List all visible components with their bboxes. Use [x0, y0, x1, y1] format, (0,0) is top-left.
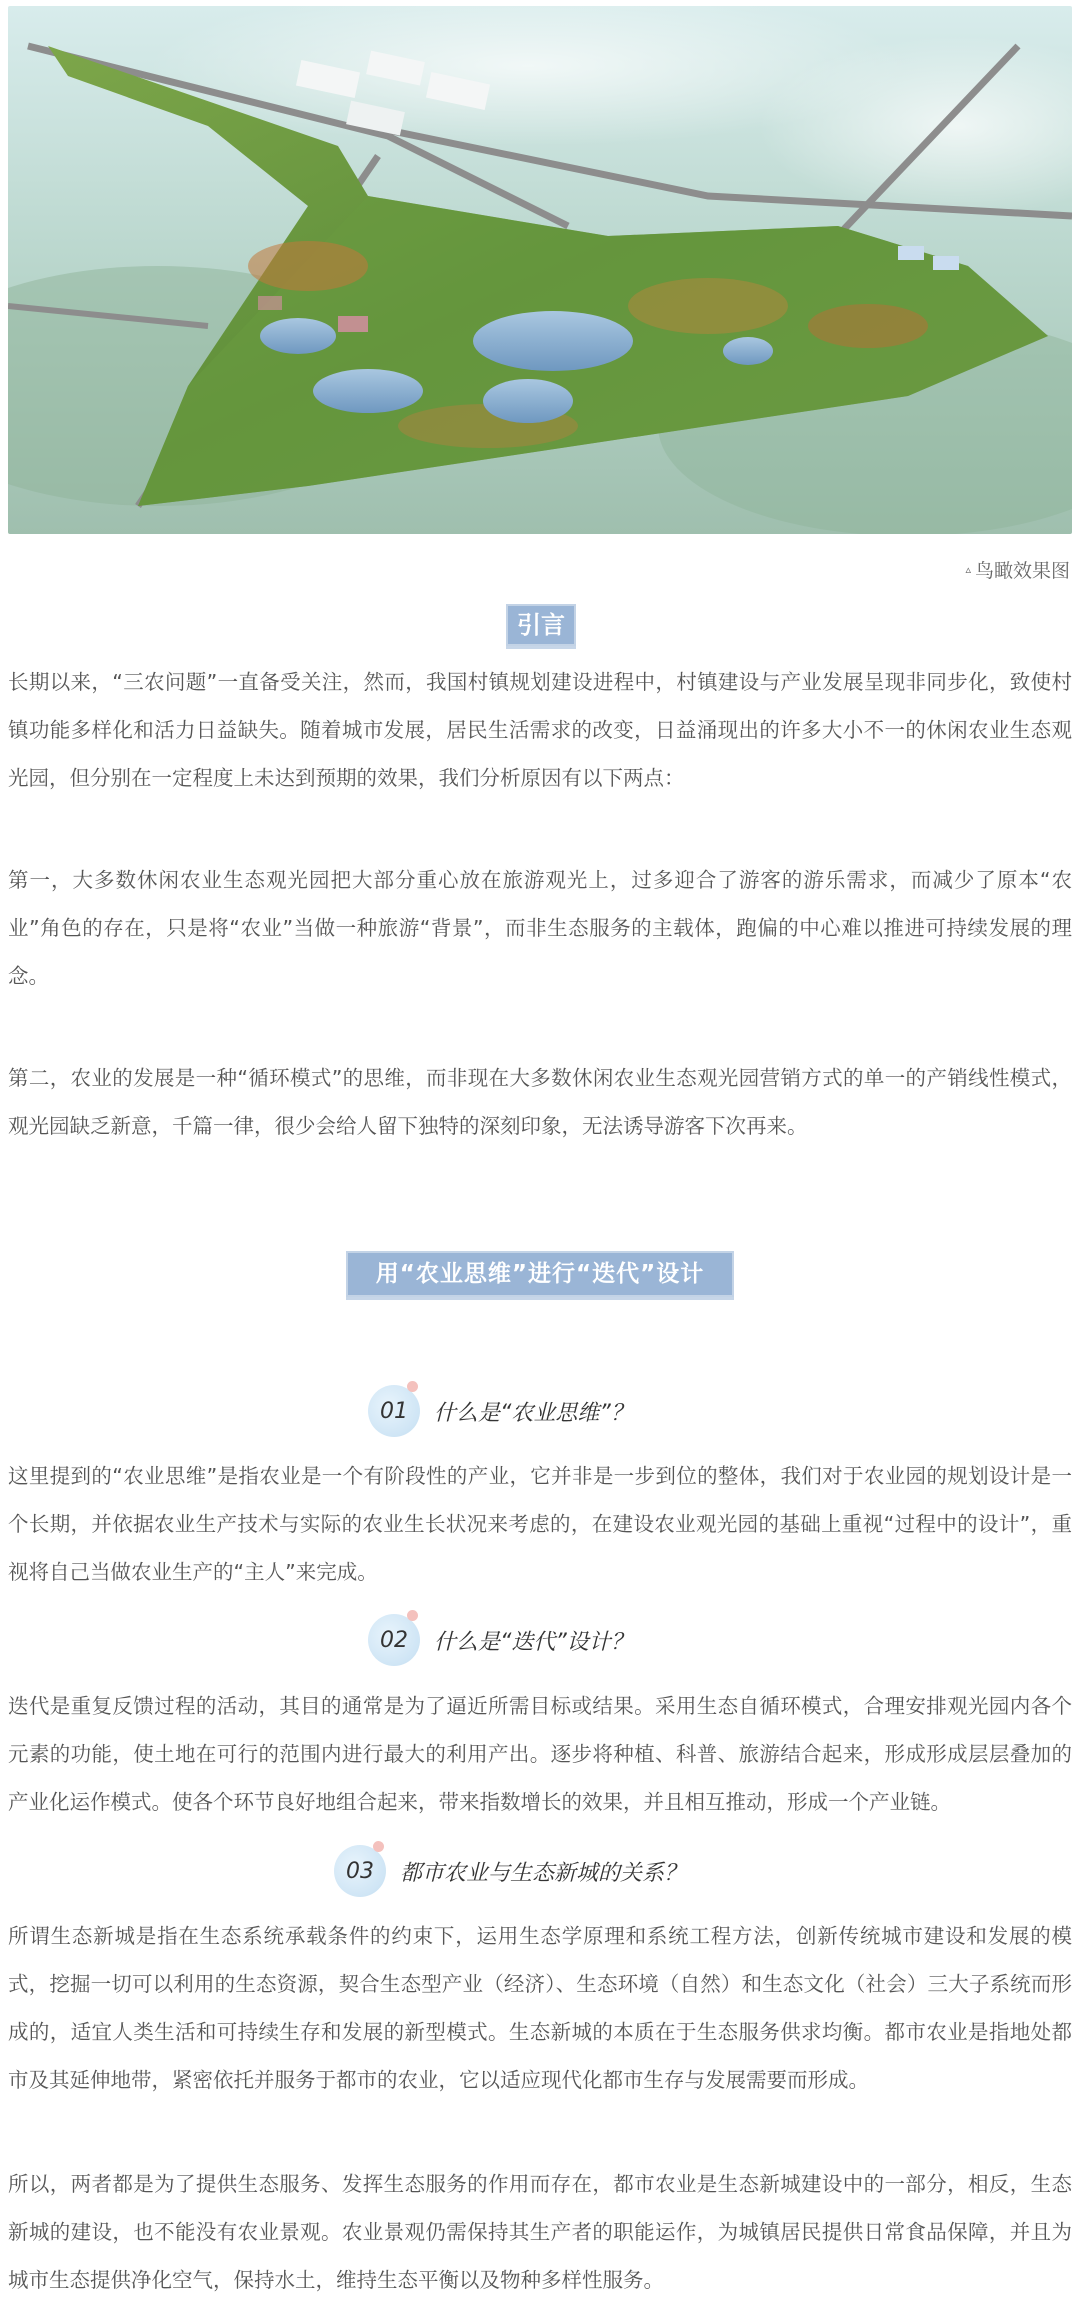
number-label: 01	[380, 1398, 408, 1424]
body-paragraph-04: 所以，两者都是为了提供生态服务、发挥生态服务的作用而存在，都市农业是生态新城建设中的一部分，相反，生态新城的建设，也不能没有农业景观。农业景观仍需保持其生产者的职能运作，为城镇居民提供日常食品保障，并且为城市生态提供净化空气，保持水土，维持生态平衡以及物种多样性服务。	[8, 2172, 1072, 2292]
aerial-rendering-image	[8, 6, 1072, 534]
number-badge	[368, 1614, 420, 1666]
number-badge	[334, 1845, 386, 1897]
subheading-title: 什么是“迭代”设计？	[434, 1629, 633, 1655]
image-caption	[965, 556, 1070, 583]
intro-paragraph-3: 第二，农业的发展是一种“循环模式”的思维，而非现在大多数休闲农业生态观光园营销方式的单一的产销线性模式，观光园缺乏新意，千篇一律，很少会给人留下独特的深刻印象，无法诱导游客下次再来。	[8, 1066, 1072, 1138]
section-tag: 用“农业思维”进行“迭代”设计	[346, 1251, 734, 1297]
decor-dot	[373, 1841, 384, 1852]
body-paragraph-01: 这里提到的“农业思维”是指农业是一个有阶段性的产业，它并非是一步到位的整体，我们对于农业园的规划设计是一个长期，并依据农业生产技术与实际的农业生长状况来考虑的，在建设农业观光园的基础上重视“过程中的设计”，重视将自己当做农业生产的“主人”来完成。	[8, 1464, 1072, 1584]
number-label: 03	[346, 1858, 374, 1884]
aerial-park-illustration	[8, 6, 1072, 534]
caption-text: 鸟瞰效果图	[974, 560, 1070, 582]
subheading-title: 什么是“农业思维”？	[434, 1400, 633, 1426]
subheading-title: 都市农业与生态新城的关系？	[400, 1860, 687, 1886]
triangle-icon: ▵	[965, 563, 971, 576]
number-label: 02	[380, 1627, 408, 1653]
decor-dot	[407, 1610, 418, 1621]
intro-tag: 引言	[506, 604, 576, 646]
number-badge	[368, 1385, 420, 1437]
decor-dot	[407, 1381, 418, 1392]
subheading-02	[368, 1614, 633, 1666]
intro-paragraph-2: 第一，大多数休闲农业生态观光园把大部分重心放在旅游观光上，过多迎合了游客的游乐需求，而减少了原本“农业”角色的存在，只是将“农业”当做一种旅游“背景”，而非生态服务的主载体，跑偏的中心难以推进可持续发展的理念。	[8, 868, 1072, 988]
body-paragraph-02: 迭代是重复反馈过程的活动，其目的通常是为了逼近所需目标或结果。采用生态自循环模式，合理安排观光园内各个元素的功能，使土地在可行的范围内进行最大的利用产出。逐步将种植、科普、旅游结合起来，形成形成层层叠加的产业化运作模式。使各个环节良好地组合起来，带来指数增长的效果，并且相互推动，形成一个产业链。	[8, 1694, 1072, 1814]
subheading-01	[368, 1385, 633, 1437]
intro-paragraph-1: 长期以来，“三农问题”一直备受关注，然而，我国村镇规划建设进程中，村镇建设与产业发展呈现非同步化，致使村镇功能多样化和活力日益缺失。随着城市发展，居民生活需求的改变，日益涌现出的许多大小不一的休闲农业生态观光园，但分别在一定程度上未达到预期的效果，我们分析原因有以下两点：	[8, 670, 1072, 790]
body-paragraph-03: 所谓生态新城是指在生态系统承载条件的约束下，运用生态学原理和系统工程方法，创新传统城市建设和发展的模式，挖掘一切可以利用的生态资源，契合生态型产业（经济）、生态环境（自然）和生态文化（社会）三大子系统而形成的，适宜人类生活和可持续生存和发展的新型模式。生态新城的本质在于生态服务供求均衡。都市农业是指地处都市及其延伸地带，紧密依托并服务于都市的农业，它以适应现代化都市生存与发展需要而形成。	[8, 1924, 1072, 2092]
subheading-03	[334, 1845, 686, 1897]
